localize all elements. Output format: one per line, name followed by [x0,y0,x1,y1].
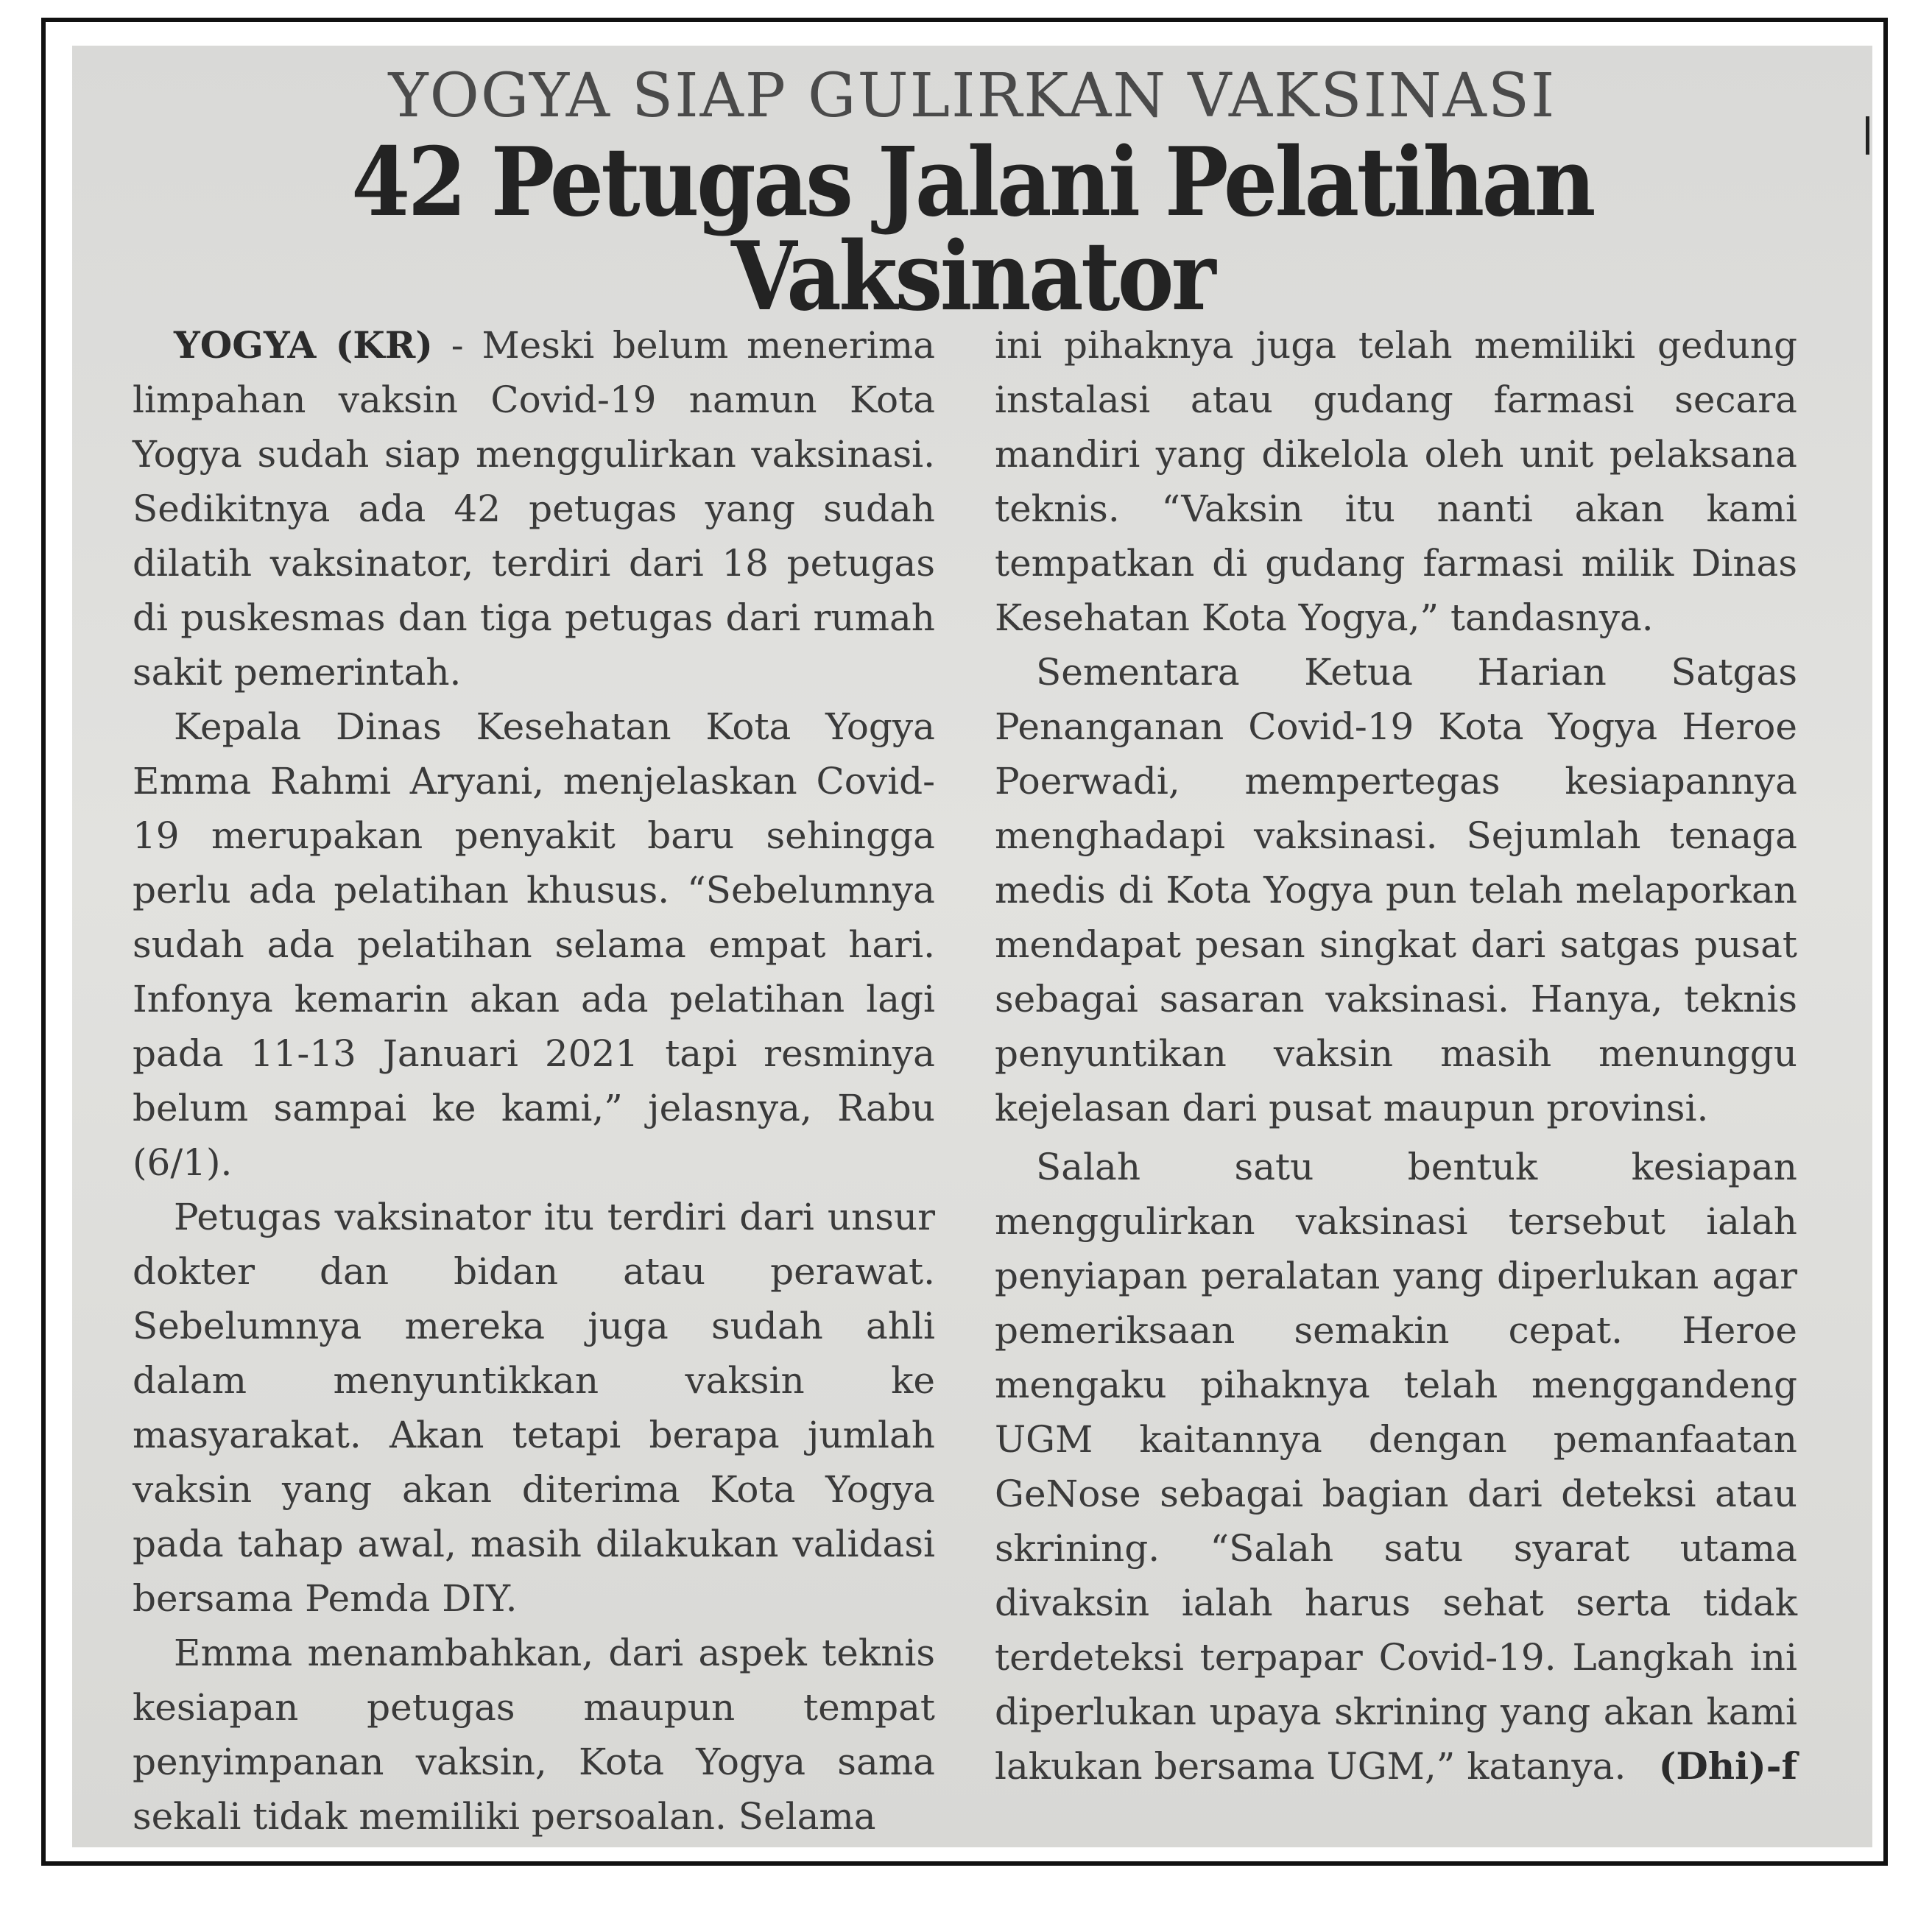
article-headline: 42 Petugas Jalani Pelatihan Vaksinator [351,127,1593,332]
body-paragraph: Kepala Dinas Kesehatan Kota Yogya Emma Rahmi Aryani, menjelaskan Covid-19 merupakan penyakit baru sehingga perlu ada pelatihan khusus. “Sebelumnya sudah ada pelatihan selama empat hari. Infonya kemarin akan ada pelatihan lagi pada 11-13 Januari 2021 tapi resminya belum sampai ke kami,” jelasnya, Rabu (6/1). [133,705,935,1184]
body-paragraph: Sementara Ketua Harian Satgas Penanganan Covid-19 Kota Yogya Heroe Poerwadi, mempertegas kesiapannya menghadapi vaksinasi. Sejumlah tenaga medis di Kota Yogya pun telah melaporkan mendapat pesan singkat dari satgas pusat sebagai sasaran vaksinasi. Hanya, teknis penyuntikan vaksin masih menunggu kejelasan dari pusat maupun provinsi. [995,651,1797,1129]
lead-paragraph [133,318,935,699]
body-paragraph: Emma menambahkan, dari aspek teknis kesiapan petugas maupun tempat penyimpanan vaksin, Kota Yogya sama sekali tidak memiliki persoalan. Selama [133,1632,935,1838]
newspaper-clipping [72,46,1872,1847]
body-paragraph: ini pihaknya juga telah memiliki gedung instalasi atau gudang farmasi secara mandiri yang dikelola oleh unit pelaksana teknis. “Vaksin itu nanti akan kami tempatkan di gudang farmasi milik Dinas Kesehatan Kota Yogya,” tandasnya. [995,324,1797,639]
author-credit: (Dhi)-f [1658,1744,1797,1788]
article-kicker: YOGYA SIAP GULIRKAN VAKSINASI [388,61,1556,131]
article-column-left [133,318,935,1844]
lead-text: - Meski belum menerima limpahan vaksin Covid-19 namun Kota Yogya sudah siap menggulirkan vaksinasi. Sedikitnya ada 42 petugas yang sudah dilatih vaksinator, terdiri dari 18 petugas di puskesmas dan tiga petugas dari rumah sakit pemerintah. [133,324,935,694]
dateline: YOGYA (KR) [174,323,433,367]
article-column-right [995,318,1797,1794]
body-paragraph: Salah satu bentuk kesiapan menggulirkan vaksinasi tersebut ialah penyiapan peralatan yang diperlukan agar pemeriksaan semakin cepat. Heroe mengaku pihaknya telah menggandeng UGM kaitannya dengan pemanfaatan GeNose sebagai bagian dari deteksi atau skrining. “Salah satu syarat utama divaksin ialah harus sehat serta tidak terdeteksi terpapar Covid-19. Langkah ini diperlukan upaya skrining yang akan kami lakukan bersama UGM,” katanya. [995,1146,1797,1788]
body-paragraph: Petugas vaksinator itu terdiri dari unsur dokter dan bidan atau perawat. Sebelumnya mereka juga sudah ahli dalam menyuntikkan vaksin ke masyarakat. Akan tetapi berapa jumlah vaksin yang akan diterima Kota Yogya pada tahap awal, masih dilakukan validasi bersama Pemda DIY. [133,1196,935,1620]
